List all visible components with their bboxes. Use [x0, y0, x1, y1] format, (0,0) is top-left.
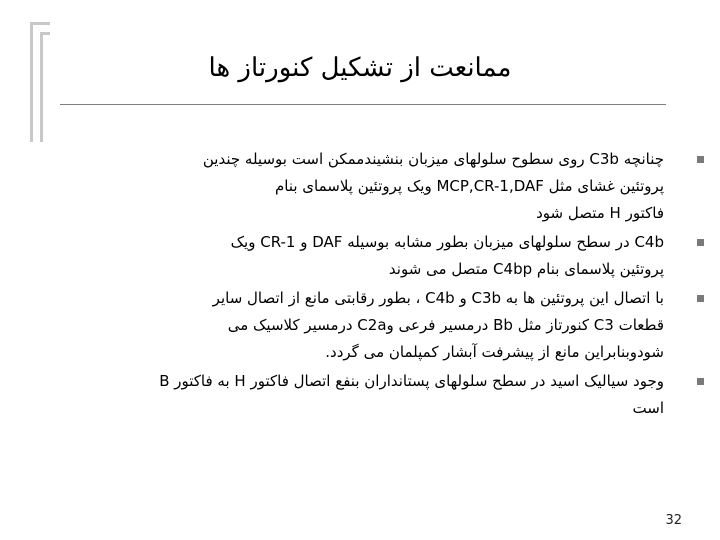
square-bullet-icon [697, 295, 704, 302]
bullet-item [70, 229, 680, 283]
title-divider [60, 104, 666, 105]
bullet-item [70, 146, 680, 227]
bullet-line: پروتئین پلاسمای بنام C4bp متصل می شوند [388, 260, 664, 278]
bullet-line: C4b در سطح سلولهای میزبان بطور مشابه بوسیله DAF و CR-1 ویک [230, 233, 664, 251]
square-bullet-icon [697, 378, 704, 385]
corner-decoration [30, 22, 50, 142]
bullet-line: چنانچه C3b روی سطوح سلولهای میزبان بنشیندممکن است بوسیله چندین [202, 150, 664, 168]
bullet-line: وجود سیالیک اسید در سطح سلولهای پستانداران بنفع اتصال فاکتور H به فاکتور B [159, 372, 664, 390]
bullet-line: شودوبنابراین مانع از پیشرفت آبشار کمپلمان می گردد. [325, 343, 664, 361]
slide-title: ممانعت از تشکیل کنورتاز ها [208, 53, 512, 83]
square-bullet-icon [697, 239, 704, 246]
bullet-line: با اتصال این پروتئین ها به C3b و C4b ، بطور رقابتی مانع از اتصال سایر [212, 289, 664, 307]
bullet-item [70, 285, 680, 366]
bullet-line: پروتئین غشای مثل MCP,CR-1,DAF ویک پروتئین پلاسمای بنام [274, 177, 664, 195]
bullet-line: است [632, 399, 664, 417]
page-number: 32 [665, 513, 682, 528]
bullet-line: فاکتور H متصل شود [536, 204, 664, 222]
bullet-list [70, 146, 680, 424]
bullet-item [70, 368, 680, 422]
bullet-line: قطعات C3 کنورتاز مثل Bb درمسیر فرعی وC2a درمسیر کلاسیک می [227, 316, 664, 334]
square-bullet-icon [697, 156, 704, 163]
